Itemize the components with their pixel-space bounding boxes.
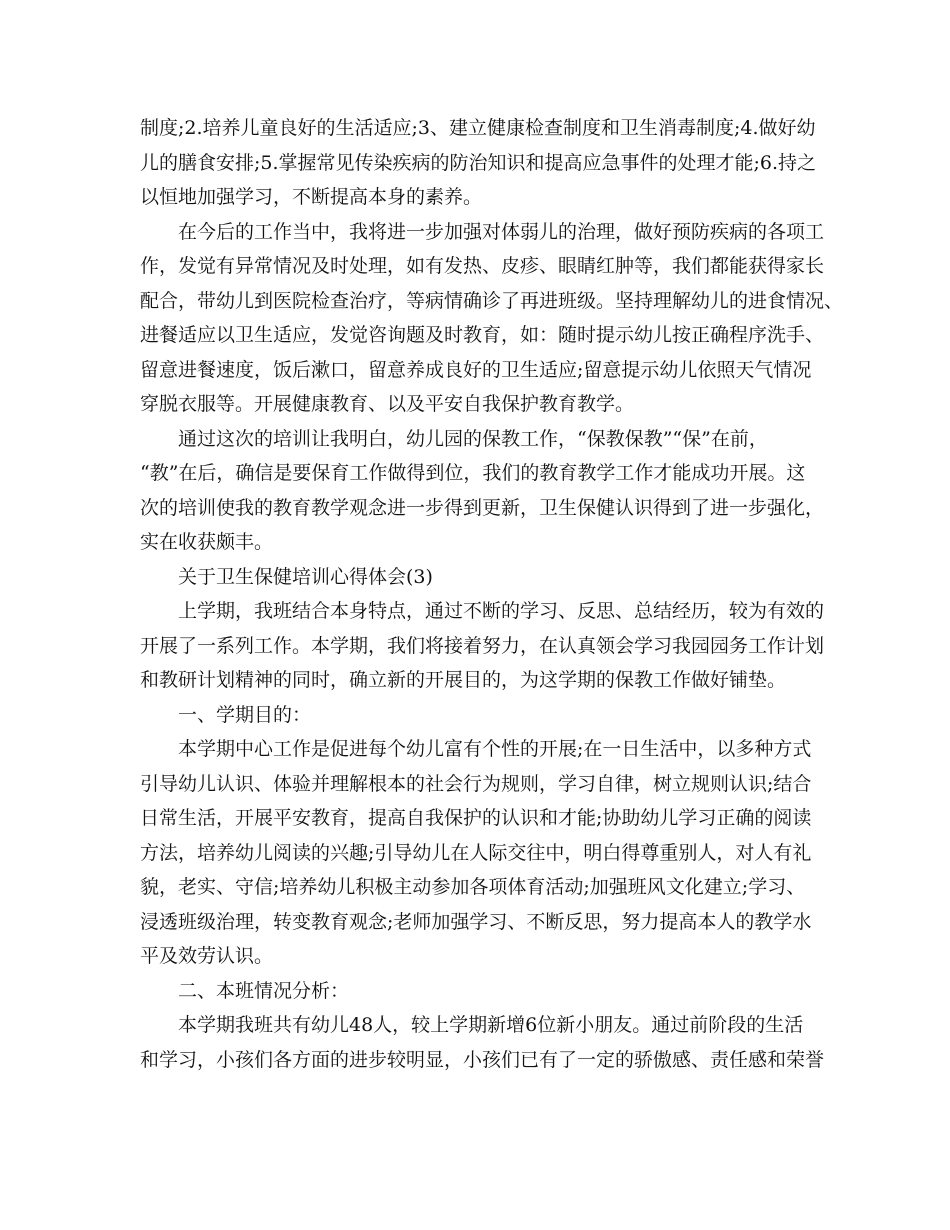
text-line: 本学期我班共有幼儿48人，较上学期新增6位新小朋友。通过前阶段的生活 bbox=[178, 1014, 804, 1036]
text-line: 引导幼儿认识、体验并理解根本的社会行为规则，学习自律，树立规则认识;结合 bbox=[140, 772, 812, 795]
text-line: 貌，老实、守信;培养幼儿积极主动参加各项体育活动;加强班风文化建立;学习、 bbox=[140, 876, 806, 898]
text-line: 制度;2.培养儿童良好的生活适应;3、建立健康检查制度和卫生消毒制度;4.做好幼 bbox=[140, 117, 816, 139]
text-line: 上学期，我班结合本身特点，通过不断的学习、反思、总结经历，较为有效的 bbox=[178, 600, 825, 622]
text-line: 一、学期目的： bbox=[178, 703, 312, 726]
text-line: 通过这次的培训让我明白，幼儿园的保教工作，“保教保教”“保”在前， bbox=[178, 427, 768, 450]
text-line: 作，发觉有异常情况及时处理，如有发热、皮疹、眼睛红肿等，我们都能获得家长 bbox=[140, 255, 825, 277]
text-line: 留意进餐速度，饭后漱口，留意养成良好的卫生适应;留意提示幼儿依照天气情况 bbox=[140, 358, 812, 381]
document-body bbox=[140, 111, 844, 1077]
text-line: 和学习，小孩们各方面的进步较明显，小孩们已有了一定的骄傲感、责任感和荣誉 bbox=[140, 1048, 825, 1071]
text-line: 进餐适应以卫生适应，发觉咨询题及时教育，如：随时提示幼儿按正确程序洗手、 bbox=[140, 324, 825, 346]
text-line: 儿的膳食安排;5.掌握常见传染疾病的防治知识和提高应急事件的处理才能;6.持之 bbox=[140, 151, 817, 174]
text-line: 实在收获颇丰。 bbox=[140, 531, 274, 553]
text-line: 次的培训使我的教育教学观念进一步得到更新，卫生保健认识得到了进一步强化， bbox=[140, 496, 825, 519]
text-line: 开展了一系列工作。本学期，我们将接着努力，在认真领会学习我园园务工作计划 bbox=[140, 634, 825, 657]
text-line: 关于卫生保健培训心得体会(3) bbox=[178, 565, 433, 588]
text-line: 和教研计划精神的同时，确立新的开展目的，为这学期的保教工作做好铺垫。 bbox=[140, 669, 787, 691]
text-line: 在今后的工作当中，我将进一步加强对体弱儿的治理，做好预防疾病的各项工 bbox=[178, 220, 825, 243]
text-line: 方法，培养幼儿阅读的兴趣;引导幼儿在人际交往中，明白得尊重别人，对人有礼 bbox=[140, 841, 812, 864]
text-line: 平及效劳认识。 bbox=[140, 945, 274, 967]
text-line: “教”在后，确信是要保育工作做得到位，我们的教育教学工作才能成功开展。这 bbox=[140, 462, 806, 484]
text-line: 配合，带幼儿到医院检查治疗，等病情确诊了再进班级。坚持理解幼儿的进食情况、 bbox=[140, 289, 844, 312]
text-line: 日常生活，开展平安教育，提高自我保护的认识和才能;协助幼儿学习正确的阅读 bbox=[140, 807, 812, 829]
text-line: 本学期中心工作是促进每个幼儿富有个性的开展;在一日生活中，以多种方式 bbox=[178, 738, 812, 760]
text-line: 浸透班级治理，转变教育观念;老师加强学习、不断反思，努力提高本人的教学水 bbox=[140, 910, 812, 933]
text-line: 穿脱衣服等。开展健康教育、以及平安自我保护教育教学。 bbox=[140, 393, 635, 415]
text-line: 以恒地加强学习，不断提高本身的素养。 bbox=[140, 186, 483, 208]
text-line: 二、本班情况分析： bbox=[178, 979, 350, 1002]
